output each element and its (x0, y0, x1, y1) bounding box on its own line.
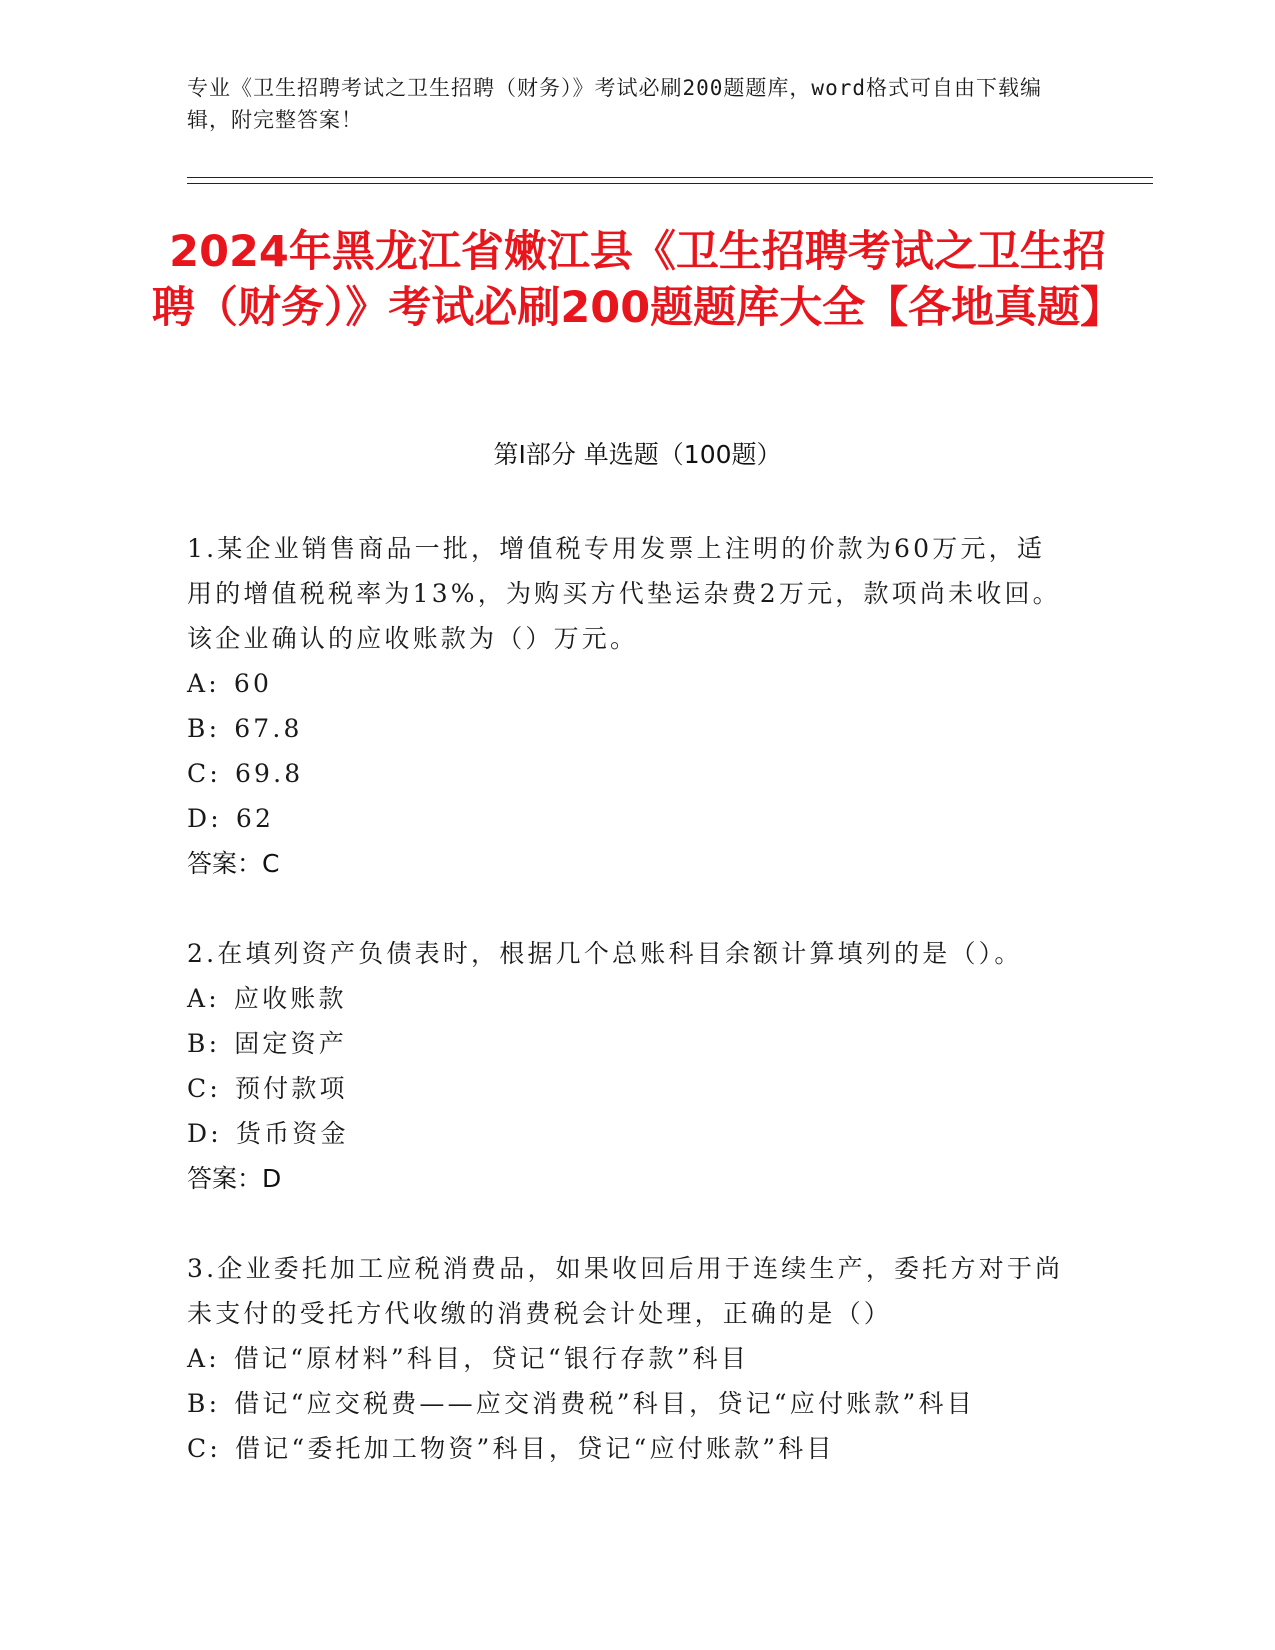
option-a (187, 976, 1067, 1021)
answer: 答案：D (187, 1164, 282, 1193)
option-key: C: (187, 759, 221, 788)
option-key: C: (187, 1434, 221, 1463)
option-text: 借记“原材料”科目，贷记“银行存款”科目 (233, 1344, 750, 1373)
option-text: 固定资产 (234, 1029, 348, 1058)
section-title: 第I部分 单选题（100题） (493, 440, 782, 469)
option-key: B: (187, 1389, 221, 1418)
option-key: A: (187, 984, 220, 1013)
question-3 (187, 1246, 1067, 1471)
option-text: 预付款项 (234, 1074, 348, 1103)
option-text: 62 (235, 804, 275, 833)
question-1 (187, 526, 1067, 886)
option-b (187, 706, 1067, 751)
option-text: 60 (233, 669, 273, 698)
header-divider-top (187, 177, 1153, 178)
option-text: 货币资金 (235, 1119, 349, 1148)
option-key: D: (187, 1119, 222, 1148)
option-d (187, 796, 1067, 841)
option-key: C: (187, 1074, 221, 1103)
option-a (187, 661, 1067, 706)
question-2 (187, 931, 1067, 1201)
option-text: 67.8 (234, 714, 303, 743)
option-b (187, 1381, 1067, 1426)
option-key: A: (187, 669, 220, 698)
question-stem: 1.某企业销售商品一批，增值税专用发票上注明的价款为60万元，适用的增值税税率为13%，为购买方代垫运杂费2万元，款项尚未收回。该企业确认的应收账款为（）万元。 (187, 534, 1061, 653)
option-b (187, 1021, 1067, 1066)
option-c (187, 1066, 1067, 1111)
option-a (187, 1336, 1067, 1381)
option-c (187, 1426, 1067, 1471)
option-text: 69.8 (234, 759, 304, 788)
header-note: 专业《卫生招聘考试之卫生招聘（财务）》考试必刷200题题库，word格式可自由下载编辑，附完整答案！ (187, 76, 1042, 132)
question-stem: 2.在填列资产负债表时，根据几个总账科目余额计算填列的是（）。 (187, 939, 1023, 968)
option-c (187, 751, 1067, 796)
option-text: 借记“委托加工物资”科目，贷记“应付账款”科目 (234, 1434, 835, 1463)
question-stem: 3.企业委托加工应税消费品，如果收回后用于连续生产，委托方对于尚未支付的受托方代收缴的消费税会计处理，正确的是（） (187, 1254, 1064, 1328)
option-key: B: (187, 714, 221, 743)
option-key: D: (187, 804, 222, 833)
option-text: 应收账款 (233, 984, 347, 1013)
document-title: 2024年黑龙江省嫩江县《卫生招聘考试之卫生招聘（财务）》考试必刷200题题库大全【各地真题】 (151, 227, 1124, 333)
answer: 答案：C (187, 849, 280, 878)
option-d (187, 1111, 1067, 1156)
option-key: B: (187, 1029, 221, 1058)
question-list (187, 526, 1067, 1516)
option-key: A: (187, 1344, 220, 1373)
header-divider-bottom (187, 183, 1153, 184)
option-text: 借记“应交税费——应交消费税”科目，贷记“应付账款”科目 (234, 1389, 975, 1418)
